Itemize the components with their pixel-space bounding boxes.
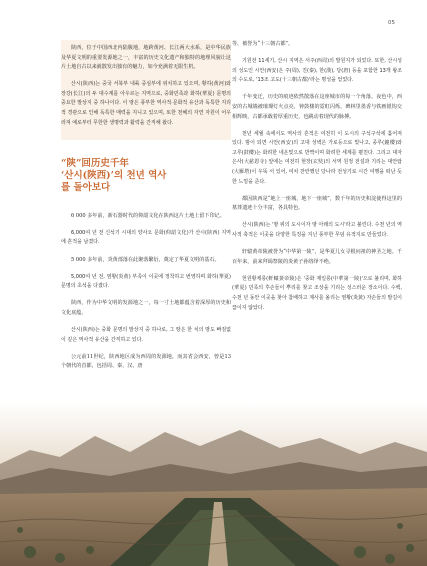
paragraph: 헌원황제릉(軒轅黃帝陵)은 '중화 제일릉(中華第一陵)'으로 불리며, 화하(華夏) 민족의 후손들이 뿌리를 찾고 조상을 기리는 성스러운 장소이다. 수백, 수천 년 동안 이곳을 찾아 참배하고 제사를 올리는 염황(炎黃) 자손들의 발길이 끊이지 않았다. (232, 275, 402, 311)
paragraph: 천년 세월 속에서도 역사의 흔적은 여전히 이 도시의 구석구석에 흩어져 있다. 밤이 되면 시안(西安)의 고대 성벽은 가로등으로 빛나고, 종루(鐘樓)와 고루(鼓樓)는 화려한 네온빛으로 반짝이며 화려한 세계를 펼친다. 그리고 대자은사(大慈恩寺) 앞에는 여전히 현장(玄奘)의 서역 원정 전설과 기리는 대안탑(大雁塔)이 우뚝 서 있어, 여치 찬란했던 당나라 전성기로 시간 여행을 떠난 듯한 느낌을 준다. (232, 130, 402, 185)
paragraph: 산시(陕西)는 중화 문명의 발상지 중 하나로, 그 땅은 한 치의 땅도 빠짐없이 깊은 역사적 유산을 간직하고 있다. (61, 327, 231, 343)
paragraph: 6,000여 년 전 신석기 시대의 양사오 문화(仰韶文化)가 산시(陕西) 지역에 흔적을 남겼다. (61, 229, 231, 246)
right-column (232, 40, 402, 321)
paragraph: 기원전 11세기, 산시 지역은 서주(西周)의 발원지가 되었다. 또한, 산시성의 성도인 시안(西安)은 주(周), 진(秦), 한(漢), 당(唐) 등을 포함한 13개 왕조의 수도로, '13조 고도(十三朝古都)'라는 명성을 얻었다. (232, 58, 402, 84)
mountain-landscape-image (0, 402, 427, 566)
mausoleum-landscape-photo (0, 402, 427, 566)
left-column (61, 40, 231, 379)
intro-paragraph-ko: 산시(陕西)는 중국 서북부 내륙 중심부에 위치하고 있으며, 황하(黄河)와 장강(长江)의 두 대수계를 아우르는 지역으로, 중화민족과 화하(華夏) 문명의 중요한 발상지 중 하나이다. 이 땅은 풍부한 역사적·문화적 유산과 독특한 지리적 경관으로 인해 독특한 매력을 지니고 있으며, 또한 천혜의 자연 자원이 어우러져 예로부터 무한한 생명력과 활력을 간직해 왔다. (61, 81, 231, 126)
paragraph: 等，被誉为“十三朝古都”。 (232, 41, 294, 47)
page-number: 05 (388, 20, 395, 26)
paragraph: 公元前11世纪，陕西地区成为西周的发源地，而其省会西安，曾是13个朝代的首都，包括周、秦、汉、唐 (61, 353, 231, 370)
paragraph: 都因陕西是“地上一座城，地下一座城”，数千年的历史积淀使得这里的墓葬遗迹十分丰富，各具特色。 (232, 195, 402, 212)
section-title-ko-2: 를 돌아보다 (61, 181, 111, 193)
paragraph: 轩辕黄帝陵被誉为“中华第一陵”，是华夏儿女寻根问祖的神圣之地。千百年来，前来拜谒祭陵的炎黄子孙络绎不绝。 (232, 249, 402, 265)
paragraph: 千年变迁，历史的痕迹依然散落在这座城市的每一个角落。夜色中，西安的古城墙被璀璨灯火点亮，钟鼓楼的霓虹闪烁，碑林里墨香与铁画银钩交相辉映，古都承载着厚重历史，也跳动着现代的脉搏。 (232, 94, 402, 120)
paragraph: 陕西，作为中华文明的发源地之一，每一寸土地都蕴含着深厚的历史和文化底蕴。 (61, 300, 231, 316)
paragraph: 6 000 多年前，新石器时代的仰韶文化在陕西这片土地上留下印记。 (71, 212, 225, 219)
section-title-ko-1: ‘산시(陕西)’의 천년 역사 (61, 169, 167, 181)
section-title-cn: “陕”回历史千年 (61, 157, 129, 169)
section-heading (61, 158, 231, 194)
paragraph: 5,000여 년 전, 염황(炎黄) 부족이 이곳에 정착하고 번영하며 화하(華夏) 문명의 초석을 다졌다. (61, 273, 231, 290)
intro-box (61, 40, 231, 140)
paragraph: 5 000 多年前，炎黄部落在此聚落繁衍，奠定了华夏文明的基石。 (71, 256, 220, 263)
intro-paragraph-cn: 陕西，位于中国西北内陆腹地，地跨黄河、长江两大水系，是中华民族及华夏文明的重要发源地之一，丰富的历史文化遗产和独特的地理风貌让这片土地自古以来就散发出独有的魅力，如今充满着无限生机。 (61, 45, 231, 71)
paragraph: 산시(陕西)는 '땅 위의 도시이자 땅 아래의 도시'라고 불린다. 수천 년의 역사적 축적은 이곳을 다양한 특징을 지닌 풍부한 무덤 유적지로 만들었다. (232, 222, 402, 238)
